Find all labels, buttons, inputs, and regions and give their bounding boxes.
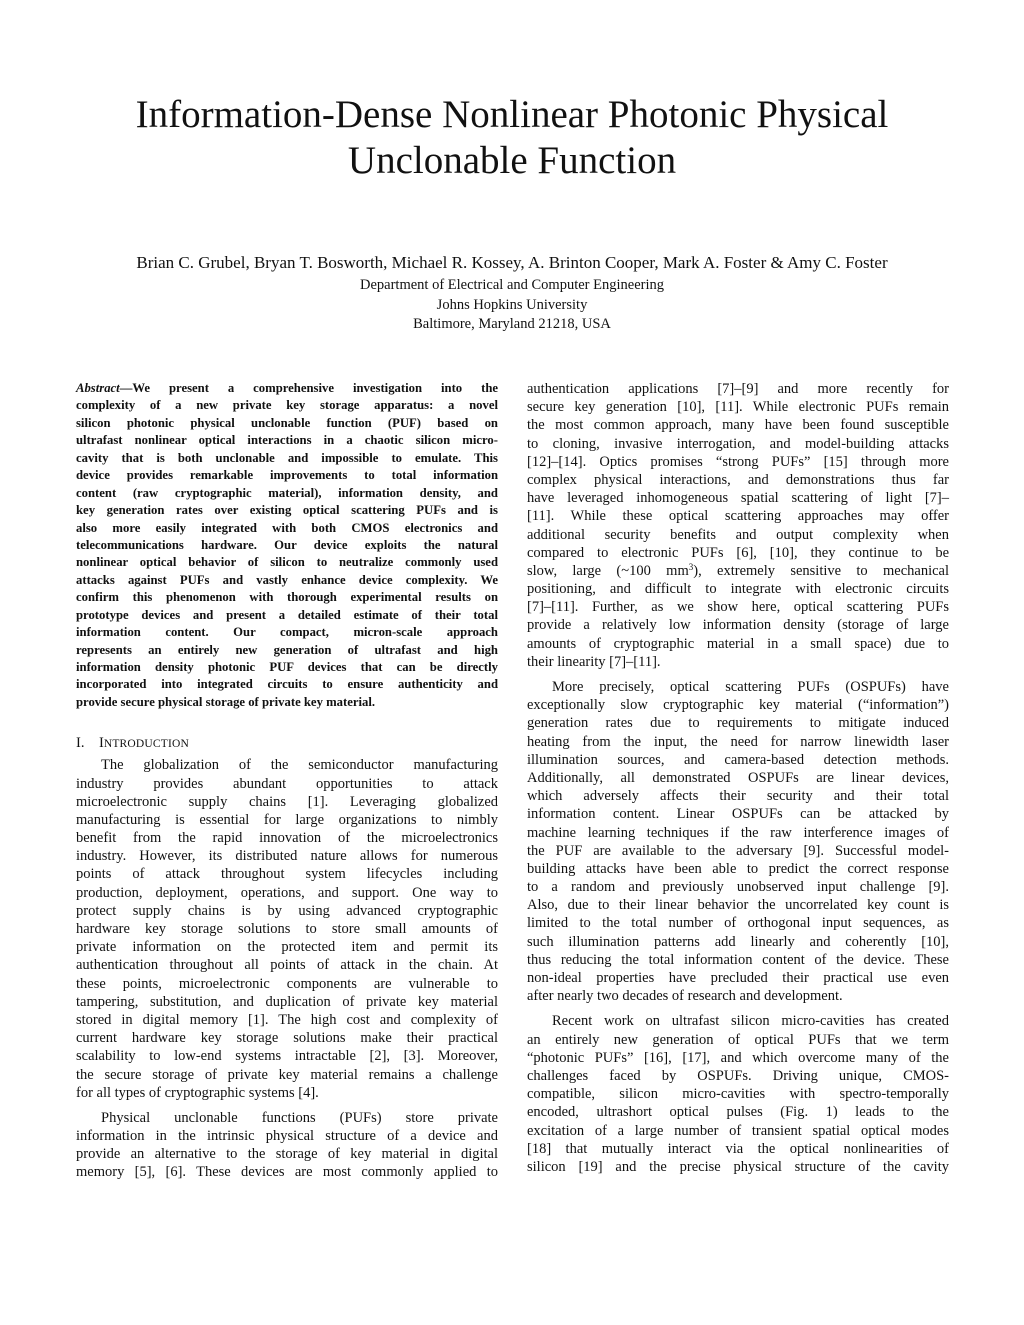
text-line: thus reducing the total information content of the device. These: [527, 951, 949, 968]
text-line: heating from the input, the need for narrow linewidth laser: [527, 733, 949, 750]
text-line: provide an alternative to the storage of key material in digital: [76, 1146, 498, 1163]
text-span: slow, large (~100 mm: [527, 562, 689, 579]
text-line: telecommunications hardware. Our device exploits the natural: [76, 537, 498, 552]
title-line-2: Unclonable Function: [347, 139, 677, 182]
text-line: device provides remarkable improvements to total information: [76, 468, 498, 483]
text-line: Also, due to their linear behavior the uncorrelated key count is: [527, 897, 949, 914]
text-line: incorporated into integrated circuits to ensure authenticity and: [76, 677, 498, 692]
text-line: machine learning techniques if the raw interference images of: [527, 824, 949, 841]
text-line: complex physical interactions, and demonstrations thus far: [527, 471, 949, 488]
text-line: [527, 562, 949, 580]
text-line: silicon photonic physical unclonable function (PUF) based on: [76, 415, 498, 430]
text-line: additional security benefits and output complexity when: [527, 526, 949, 543]
text-line: have leveraged inhomogeneous spatial scattering of light [7]–: [527, 490, 949, 507]
text-line: exceptionally slow cryptographic key material (“information”): [527, 697, 949, 714]
text-line: for all types of cryptographic systems [4].: [76, 1084, 319, 1101]
text-line: the PUF are available to the adversary [9]. Successful model-: [527, 842, 949, 859]
paragraph-gap: [527, 1005, 949, 1012]
text-line: prototype devices and present a detailed estimate of their total: [76, 607, 498, 622]
text-line: “photonic PUFs” [16], [17], and which overcome many of the: [527, 1049, 949, 1066]
paragraph-gap: [527, 671, 949, 678]
text-line: nonlinear optical behavior of silicon to neutralize commonly used: [76, 555, 498, 570]
text-line: tampering, substitution, and duplication of private key material: [76, 993, 498, 1010]
text-line: illumination sources, and camera-based detection methods.: [527, 751, 949, 768]
text-line: compatible, silicon micro-cavities with spectro-temporally: [527, 1086, 949, 1103]
left-column: [76, 380, 498, 1182]
text-line: Recent work on ultrafast silicon micro-cavities has created: [552, 1013, 949, 1030]
abstract-line-text: —We present a comprehensive investigation into the: [119, 381, 498, 395]
left-body: [76, 756, 498, 1181]
text-line: The globalization of the semiconductor manufacturing: [101, 757, 498, 774]
text-line: current hardware key storage solutions make their practical: [76, 1030, 498, 1047]
text-line: limited to the total number of orthogonal input sequences, as: [527, 915, 949, 932]
text-line: non-ideal properties have precluded their practical use even: [527, 970, 949, 986]
paragraph: [527, 1012, 949, 1176]
text-line: such illumination patterns add linearly and coherently [10],: [527, 933, 949, 950]
affiliation-location: Baltimore, Maryland 21218, USA: [413, 316, 611, 332]
text-line: an entirely new generation of optical PUFs that we term: [527, 1031, 949, 1048]
text-line: secure key generation [10], [11]. While electronic PUFs remain: [527, 399, 949, 416]
text-line: [18] that mutually interact via the optical nonlinearities of: [527, 1140, 949, 1157]
paragraph: [527, 678, 949, 1005]
right-column: [527, 380, 949, 1176]
text-line: memory [5], [6]. These devices are most commonly applied to: [76, 1164, 498, 1181]
text-line: silicon [19] and the precise physical structure of the cavity: [527, 1158, 949, 1175]
text-line: production, deployment, operations, and support. One way to: [76, 884, 498, 901]
text-line: provide secure physical storage of private key material.: [76, 694, 376, 709]
text-line: [12]–[14]. Optics promises “strong PUFs” [15] through more: [527, 453, 949, 470]
text-line: More precisely, optical scattering PUFs (OSPUFs) have: [552, 679, 949, 695]
text-line: attacks against PUFs and vastly enhance device complexity. We: [76, 572, 498, 587]
text-line: which adversely affects their security and their total: [527, 788, 949, 805]
abstract: [76, 380, 498, 711]
affiliation-university: Johns Hopkins University: [436, 296, 588, 313]
text-line: after nearly two decades of research and development.: [527, 988, 843, 1005]
text-line: Physical unclonable functions (PUFs) store private: [101, 1109, 498, 1126]
text-line: cavity that is both unclonable and impossible to emulate. This: [76, 450, 498, 465]
text-line: private information on the protected item and permit its: [76, 939, 498, 956]
section-number: I.: [76, 735, 85, 752]
text-line: represents an entirely new generation of ultrafast and high: [76, 642, 498, 657]
paragraph: [527, 380, 949, 671]
affiliation-department: Department of Electrical and Computer Engineering: [360, 277, 664, 293]
text-line: the secure storage of private key material remains a challenge: [76, 1066, 498, 1083]
text-line: industry. However, its distributed nature allows for numerous: [76, 848, 498, 865]
paper-title: [0, 92, 1024, 184]
text-line: also more easily integrated with both CMOS electronics and: [76, 520, 498, 535]
text-line: information content. Our compact, micron-scale approach: [76, 625, 498, 640]
right-body: [527, 380, 949, 1176]
text-line: [7]–[11]. Further, as we show here, optical scattering PUFs: [527, 599, 949, 616]
text-span: ), extremely sensitive to mechanical: [693, 562, 949, 579]
text-line: industry provides abundant opportunities to attack: [76, 775, 498, 792]
text-line: ultrafast nonlinear optical interactions in a chaotic silicon micro-: [76, 433, 498, 448]
text-line: to cloning, invasive interrogation, and model-building attacks: [527, 435, 949, 452]
text-line: Additionally, all demonstrated OSPUFs are linear devices,: [527, 769, 949, 786]
text-line: protect supply chains is by using advanced cryptographic: [76, 902, 498, 919]
abstract-lead: Abstract: [76, 381, 120, 395]
superscript: 3: [688, 561, 694, 572]
title-line-1: Information-Dense Nonlinear Photonic Physical: [135, 93, 889, 136]
text-line: benefit from the rapid innovation of the microelectronics: [76, 830, 498, 847]
paragraph: [76, 756, 498, 1102]
section-heading-introduction: [76, 733, 498, 754]
author-list: Brian C. Grubel, Bryan T. Bosworth, Michael R. Kossey, A. Brinton Cooper, Mark A. Foster & Amy C. Foster: [136, 253, 888, 272]
text-line: encoded, ultrashort optical pulses (Fig. 1) leads to the: [527, 1104, 949, 1121]
text-line: authentication applications [7]–[9] and more recently for: [527, 381, 949, 397]
affiliation: [0, 276, 1024, 335]
text-line: information in the intrinsic physical structure of a device and: [76, 1128, 498, 1145]
text-line: hardware key storage solutions to store small amounts of: [76, 921, 498, 937]
text-line: provide a relatively low information density (storage of large: [527, 617, 949, 634]
text-line: authentication throughout all points of attack in the chain. At: [76, 957, 498, 974]
text-line: stored in digital memory [1]. The high cost and complexity of: [76, 1011, 498, 1028]
paragraph-gap: [76, 1102, 498, 1109]
text-line: microelectronic supply chains [1]. Leveraging globalized: [76, 793, 498, 810]
text-line: [11]. While these optical scattering approaches may offer: [527, 508, 949, 525]
text-line: challenges faced by OSPUFs. Driving unique, CMOS-: [527, 1067, 949, 1084]
section-title-rest: NTRODUCTION: [103, 738, 190, 751]
text-line: their linearity [7]–[11].: [527, 653, 661, 670]
text-line: points of attack throughout system lifecycles including: [76, 866, 498, 883]
text-line: positioning, and difficult to integrate with electronic circuits: [527, 581, 949, 598]
text-line: complexity of a new private key storage apparatus: a novel: [76, 398, 498, 413]
abstract-first-line: [76, 380, 498, 397]
text-line: generation rates due to requirements to mitigate induced: [527, 715, 949, 732]
text-line: content (raw cryptographic material), information density, and: [76, 485, 498, 500]
text-line: key generation rates over existing optical scattering PUFs and is: [76, 503, 498, 518]
text-line: information density photonic PUF devices that can be directly: [76, 660, 498, 674]
text-line: to a random and previously unobserved input challenge [9].: [527, 879, 949, 896]
text-line: confirm this phenomenon with thorough experimental results on: [76, 590, 498, 605]
section-initial: I: [98, 735, 104, 752]
paragraph: [76, 1109, 498, 1182]
text-line: amounts of cryptographic material in a small space) due to: [527, 635, 949, 652]
text-line: compared to electronic PUFs [6], [10], they continue to be: [527, 544, 949, 561]
text-line: these points, microelectronic components are vulnerable to: [76, 975, 498, 992]
text-line: excitation of a large number of transient spatial optical modes: [527, 1122, 949, 1139]
text-line: manufacturing is essential for large organizations to nimbly: [76, 811, 498, 828]
text-line: scalability to low-end systems intractable [2], [3]. Moreover,: [76, 1048, 498, 1065]
text-line: information content. Linear OSPUFs can be attacked by: [527, 806, 949, 823]
text-line: the most common approach, many have been found susceptible: [527, 417, 949, 434]
text-line: building attacks have been able to predict the correct response: [527, 860, 949, 877]
